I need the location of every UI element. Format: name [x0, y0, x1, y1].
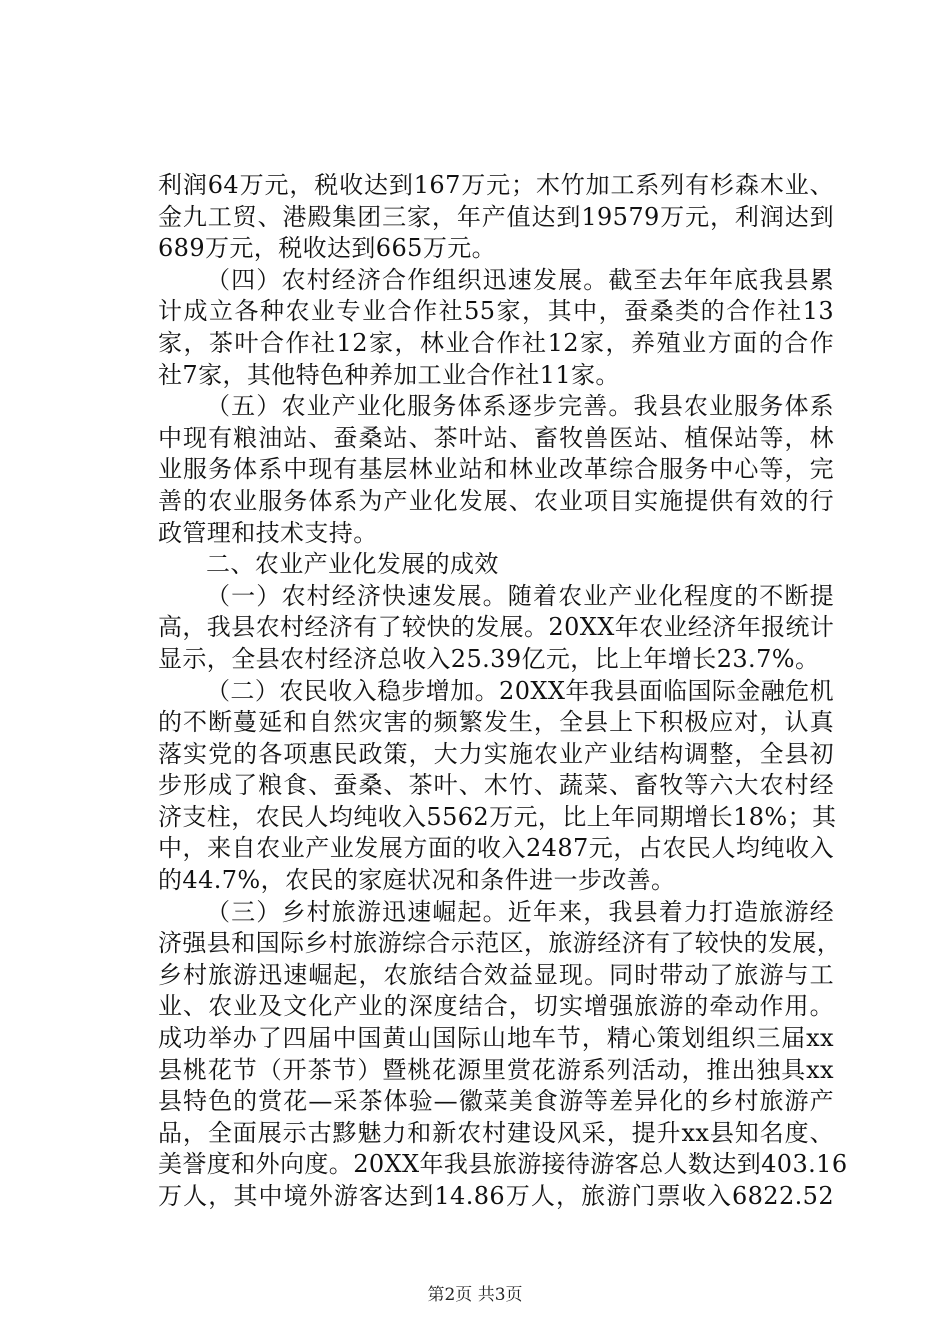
- text-line: 济强县和国际乡村旅游综合示范区，旅游经济有了较快的发展，: [158, 929, 842, 958]
- paragraph-first-line: 二、农业产业化发展的成效: [206, 550, 499, 579]
- text-line: 业、农业及文化产业的深度结合，切实增强旅游的牵动作用。: [158, 992, 834, 1021]
- text-line: 中，来自农业产业发展方面的收入2487元，占农民人均纯收入: [158, 834, 834, 863]
- text-line: 善的农业服务体系为产业化发展、农业项目实施提供有效的行: [158, 486, 834, 515]
- text-line: 步形成了粮食、蚕桑、茶叶、木竹、蔬菜、畜牧等六大农村经: [158, 771, 834, 800]
- text-line: 品，全面展示古黟魅力和新农村建设风采，提升xx县知名度、: [158, 1118, 834, 1147]
- paragraph-first-line: （二）农民收入稳步增加。20XX年我县面临国际金融危机: [206, 676, 834, 705]
- text-line: 高，我县农村经济有了较快的发展。20XX年农业经济年报统计: [158, 613, 835, 642]
- text-line: 利润64万元，税收达到167万元；木竹加工系列有杉森木业、: [158, 171, 834, 199]
- text-line: 美誉度和外向度。20XX年我县旅游接待游客总人数达到403.16: [158, 1150, 848, 1179]
- text-line: 计成立各种农业专业合作社55家，其中，蚕桑类的合作社13: [158, 297, 834, 326]
- text-line: 济支柱，农民人均纯收入5562万元，比上年同期增长18%；其: [158, 802, 837, 831]
- paragraph-first-line: （一）农村经济快速发展。随着农业产业化程度的不断提: [206, 581, 834, 610]
- paragraph-first-line: （四）农村经济合作组织迅速发展。截至去年年底我县累: [206, 265, 834, 294]
- text-line: 显示，全县农村经济总收入25.39亿元，比上年增长23.7%。: [158, 644, 820, 673]
- page-footer: 第2页 共3页: [427, 1285, 523, 1305]
- text-line: 乡村旅游迅速崛起，农旅结合效益显现。同时带动了旅游与工: [158, 960, 834, 989]
- text-line: 业服务体系中现有基层林业站和林业改革综合服务中心等，完: [158, 455, 834, 484]
- text-line: 家，茶叶合作社12家，林业合作社12家，养殖业方面的合作: [158, 328, 834, 357]
- paragraph-first-line: （三）乡村旅游迅速崛起。近年来，我县着力打造旅游经: [206, 897, 834, 926]
- text-line: 的44.7%，农民的家庭状况和条件进一步改善。: [158, 866, 676, 895]
- text-line: 金九工贸、港殿集团三家，年产值达到19579万元，利润达到: [158, 202, 834, 231]
- text-line: 万人，其中境外游客达到14.86万人，旅游门票收入6822.52: [158, 1182, 834, 1210]
- text-line: 中现有粮油站、蚕桑站、茶叶站、畜牧兽医站、植保站等，林: [158, 423, 834, 452]
- paragraph-first-line: （五）农业产业化服务体系逐步完善。我县农业服务体系: [206, 392, 834, 421]
- text-line: 689万元，税收达到665万元。: [158, 234, 497, 263]
- text-line: 社7家，其他特色种养加工业合作社11家。: [158, 360, 620, 389]
- document-body: [158, 170, 848, 1213]
- text-line: 政管理和技术支持。: [158, 518, 378, 547]
- text-line: 成功举办了四届中国黄山国际山地车节，精心策划组织三届xx: [158, 1024, 834, 1053]
- text-line: 落实党的各项惠民政策，大力实施农业产业结构调整，全县初: [158, 739, 834, 768]
- text-line: 县桃花节（开茶节）暨桃花源里赏花游系列活动，推出独具xx: [158, 1055, 834, 1084]
- text-line: 县特色的赏花—采茶体验—徽菜美食游等差异化的乡村旅游产: [158, 1087, 834, 1116]
- text-line: 的不断蔓延和自然灾害的频繁发生，全县上下积极应对，认真: [158, 708, 834, 737]
